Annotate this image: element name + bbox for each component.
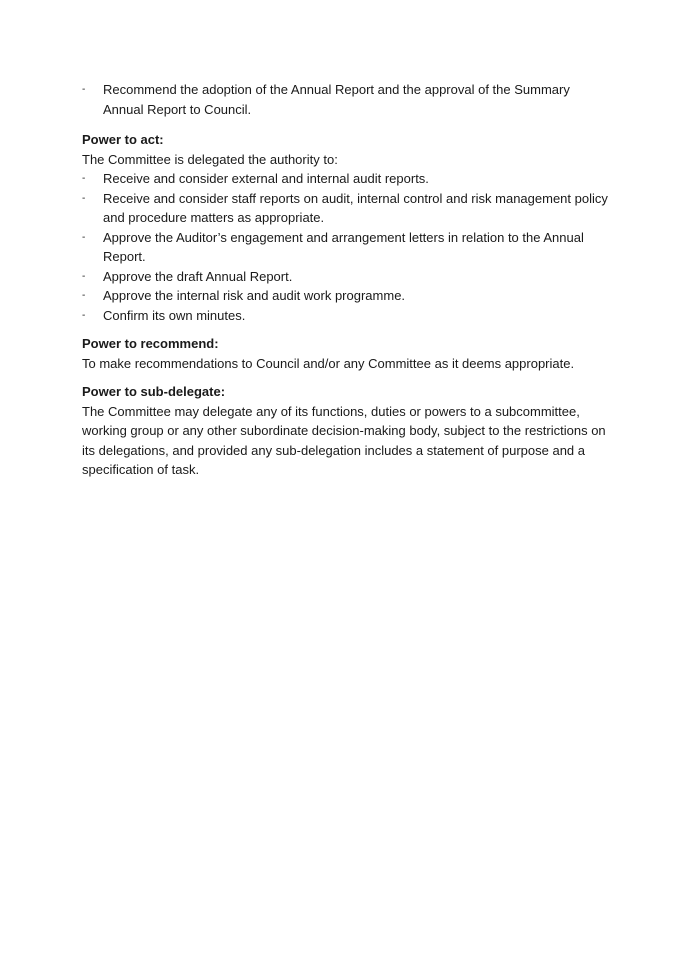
list-item-text: Receive and consider staff reports on audit, internal control and risk management policy and procedure matters as appropriate. [103,190,608,225]
power-to-subdelegate-text: The Committee may delegate any of its functions, duties or powers to a subcommittee, working group or any other subordinate decision-making body, subject to the restrictions on its delegations, and provided any sub-delegation includes a statement of purpose and a specification of task. [82,403,606,477]
bullet-marker: - [82,270,86,282]
list-item-text: Approve the draft Annual Report. [103,268,293,284]
list-item-text: Approve the internal risk and audit work programme. [103,288,406,303]
list-item [82,286,612,306]
list-item [82,80,612,119]
power-to-act-intro: The Committee is delegated the authority to: [82,151,338,167]
list-item [82,306,612,326]
bullet-marker: - [82,309,86,321]
list-item-text: Receive and consider external and internal audit reports. [103,171,429,186]
list-item [82,189,612,228]
bullet-marker: - [82,290,86,301]
bullet-marker: - [82,231,86,243]
power-to-act-list [82,169,612,325]
bullet-marker: - [82,192,86,204]
intro-bullet-list [82,80,612,119]
list-item [82,267,612,287]
list-item [82,228,612,267]
bullet-marker: - [82,84,86,95]
power-to-subdelegate-heading: Power to sub-delegate: [82,384,226,399]
power-to-recommend-heading: Power to recommend: [82,336,219,351]
list-item-text: Approve the Auditor’s engagement and arrangement letters in relation to the Annual Report. [103,229,584,264]
document-page [82,80,612,480]
power-to-act-heading: Power to act: [82,132,164,147]
list-item-text: Recommend the adoption of the Annual Report and the approval of the Summary Annual Report to Council. [103,82,570,117]
list-item-text: Confirm its own minutes. [103,307,246,323]
power-to-recommend-text: To make recommendations to Council and/or any Committee as it deems appropriate. [82,355,575,371]
bullet-marker: - [82,173,86,184]
list-item [82,169,612,189]
